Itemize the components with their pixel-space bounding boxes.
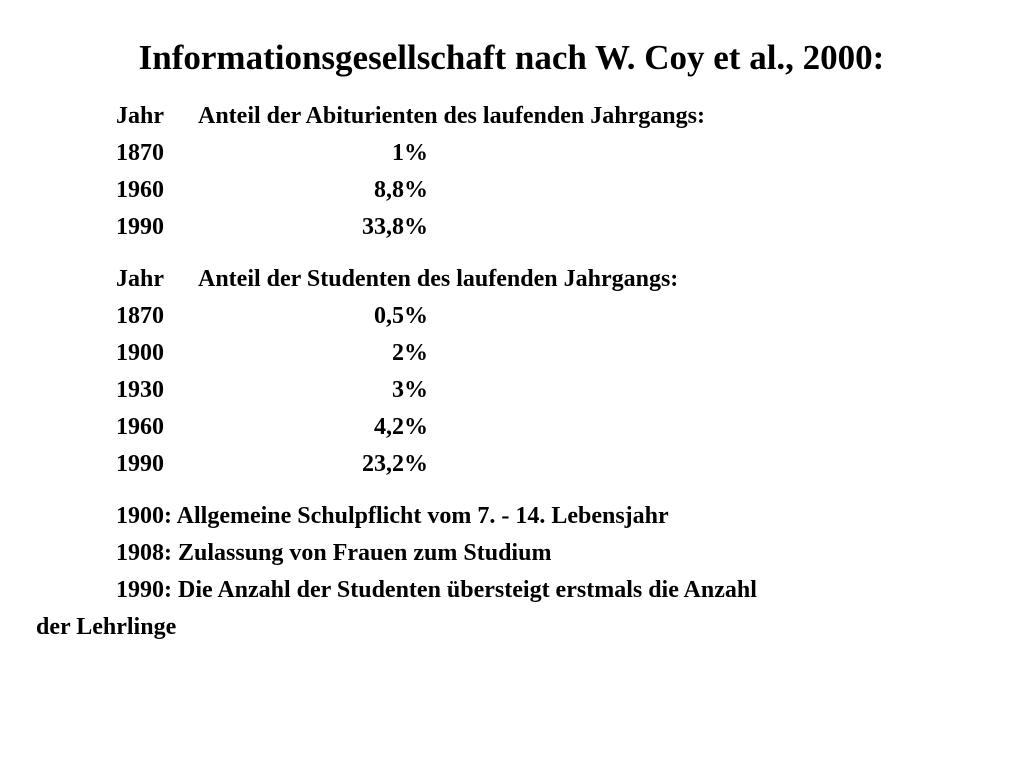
row-value: 0,5%	[374, 303, 428, 329]
table-header	[116, 98, 705, 135]
table-row	[116, 446, 678, 483]
studenten-table	[116, 261, 678, 483]
row-year: 1990	[116, 451, 164, 477]
row-year: 1960	[116, 177, 164, 203]
note-studenten-lehrlinge: 1990: Die Anzahl der Studenten übersteigt erstmals die Anzahl	[116, 577, 757, 603]
row-value: 2%	[392, 340, 428, 366]
header-year: Jahr	[116, 266, 164, 292]
table-row	[116, 135, 705, 172]
row-year: 1870	[116, 140, 164, 166]
table-header	[116, 261, 678, 298]
table-row	[116, 372, 678, 409]
notes-block	[36, 498, 956, 646]
abiturienten-table	[116, 98, 705, 246]
row-year: 1990	[116, 214, 164, 240]
table-row	[116, 172, 705, 209]
row-year: 1900	[116, 340, 164, 366]
header-year: Jahr	[116, 103, 164, 129]
table-row	[116, 298, 678, 335]
row-year: 1960	[116, 414, 164, 440]
row-value: 8,8%	[374, 177, 428, 203]
row-value: 1%	[392, 140, 428, 166]
header-label: Anteil der Abiturienten des laufenden Jahrgangs:	[198, 103, 705, 129]
table-row	[116, 209, 705, 246]
note-studenten-lehrlinge-continued: der Lehrlinge	[36, 614, 177, 640]
table-row	[116, 409, 678, 446]
slide-title: Informationsgesellschaft nach W. Coy et al., 2000:	[138, 38, 885, 77]
row-value: 4,2%	[374, 414, 428, 440]
row-value: 23,2%	[362, 451, 428, 477]
table-row	[116, 335, 678, 372]
row-year: 1930	[116, 377, 164, 403]
row-value: 3%	[392, 377, 428, 403]
note-schulpflicht: 1900: Allgemeine Schulpflicht vom 7. - 14. Lebensjahr	[116, 503, 669, 529]
note-frauenstudium: 1908: Zulassung von Frauen zum Studium	[116, 540, 552, 566]
header-label: Anteil der Studenten des laufenden Jahrgangs:	[198, 266, 679, 292]
row-value: 33,8%	[362, 214, 428, 240]
row-year: 1870	[116, 303, 164, 329]
